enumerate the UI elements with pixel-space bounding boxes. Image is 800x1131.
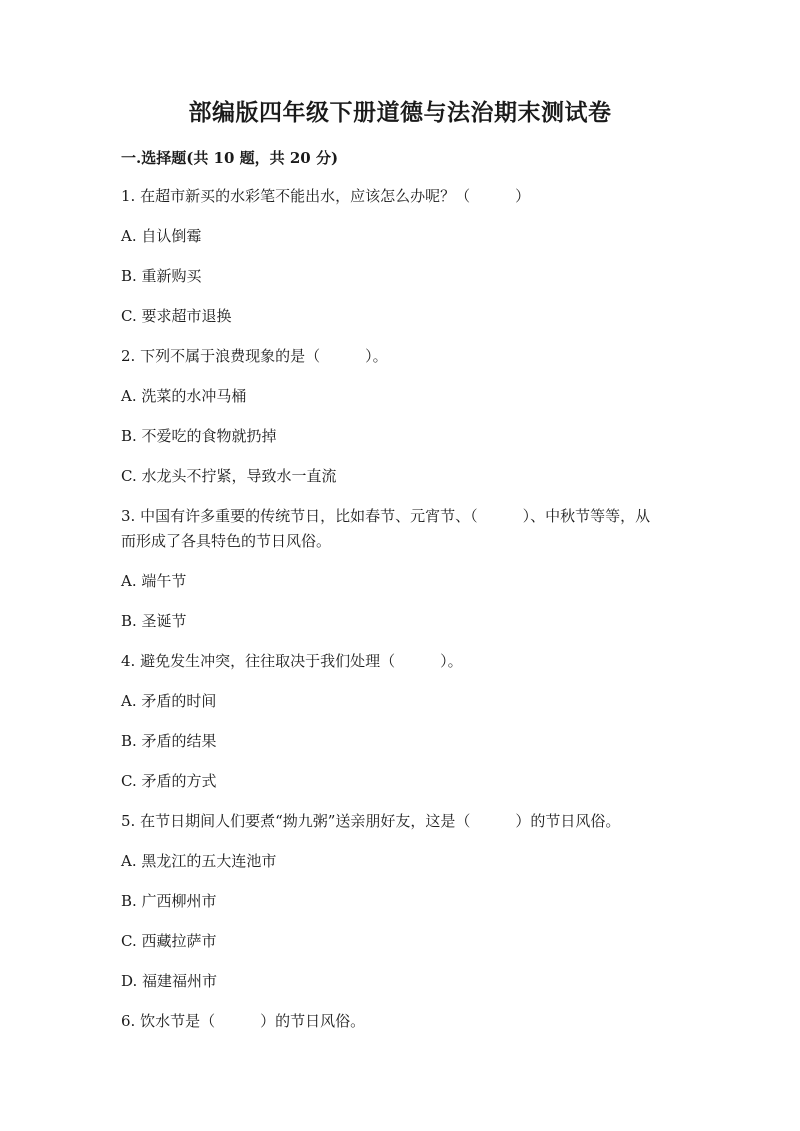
option-b: B. 不爱吃的食物就扔掉: [121, 427, 277, 445]
option-c: C. 矛盾的方式: [121, 772, 217, 790]
document-title: 部编版四年级下册道德与法治期末测试卷: [188, 99, 612, 126]
option-b: B. 重新购买: [121, 267, 202, 285]
question-3: [121, 504, 661, 634]
question-stem: 3. 中国有许多重要的传统节日，比如春节、元宵节、（ ）、中秋节等等，从而形成了各具特色的节日风俗。: [121, 507, 651, 550]
question-stem: 2. 下列不属于浪费现象的是（ ）。: [121, 347, 388, 365]
option-a: A. 端午节: [121, 572, 187, 590]
option-a: A. 自认倒霉: [121, 227, 202, 245]
question-2: [121, 344, 661, 489]
option-a: A. 矛盾的时间: [121, 692, 217, 710]
question-stem: 6. 饮水节是（ ）的节日风俗。: [121, 1012, 366, 1030]
question-stem: 5. 在节日期间人们要煮“拗九粥”送亲朋好友，这是（ ）的节日风俗。: [121, 812, 621, 830]
question-stem: 4. 避免发生冲突，往往取决于我们处理（ ）。: [121, 652, 463, 670]
option-b: B. 广西柳州市: [121, 892, 217, 910]
question-list: [121, 184, 661, 1049]
question-stem: 1. 在超市新买的水彩笔不能出水，应该怎么办呢？（ ）: [121, 187, 531, 205]
option-b: B. 圣诞节: [121, 612, 187, 630]
question-6: [121, 1009, 661, 1034]
option-a: A. 洗菜的水冲马桶: [121, 387, 247, 405]
option-c: C. 水龙头不拧紧，导致水一直流: [121, 467, 337, 485]
option-b: B. 矛盾的结果: [121, 732, 217, 750]
option-c: C. 要求超市退换: [121, 307, 232, 325]
question-4: [121, 649, 661, 794]
question-1: [121, 184, 661, 329]
option-d: D. 福建福州市: [121, 972, 218, 990]
option-a: A. 黑龙江的五大连池市: [121, 852, 277, 870]
section-heading: 一.选择题(共 10 题，共 20 分): [121, 149, 339, 167]
option-c: C. 西藏拉萨市: [121, 932, 217, 950]
question-5: [121, 809, 661, 994]
